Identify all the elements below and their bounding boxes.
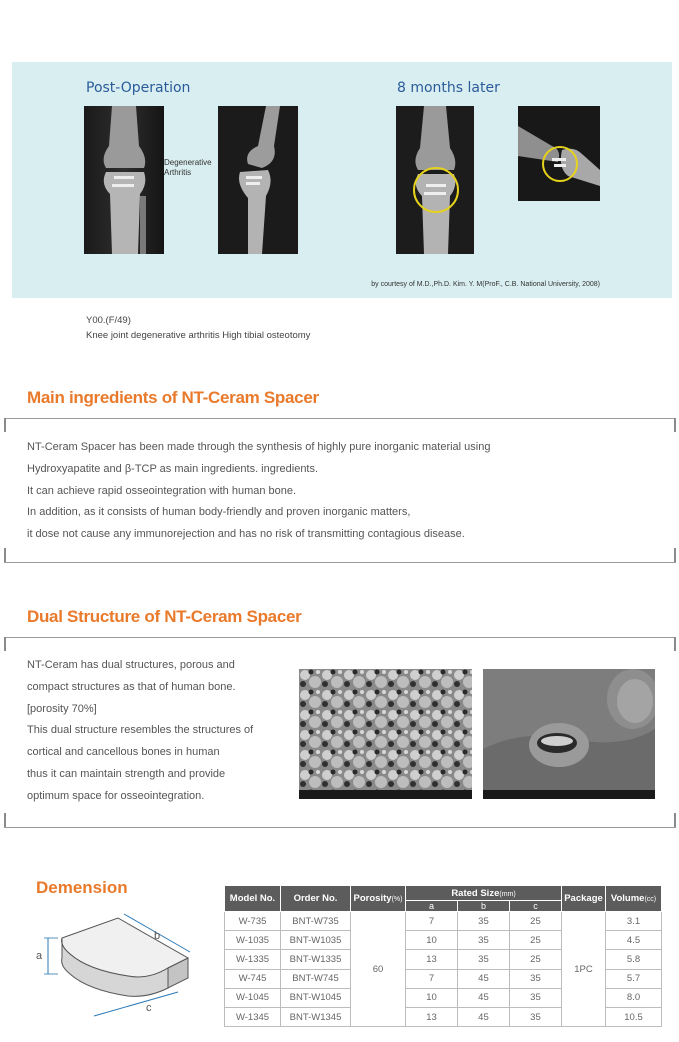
- header-package: Package: [562, 886, 606, 912]
- dual-structure-title: Dual Structure of NT-Ceram Spacer: [27, 607, 302, 626]
- header-b: b: [457, 901, 509, 912]
- sem-info-bar: [483, 790, 655, 799]
- package-value: 1PC: [562, 912, 606, 1027]
- divider: [674, 813, 676, 827]
- table-row: W-1345 BNT-W1345 13 45 35 10.5: [225, 1007, 662, 1026]
- header-a: a: [406, 901, 458, 912]
- header-model: Model No.: [225, 886, 281, 912]
- header-rated-size: Rated Size(mm): [406, 886, 562, 901]
- divider: [4, 637, 6, 651]
- xray-8-months-front-image: [396, 106, 474, 254]
- table-row: W-735 BNT-W735 60 7 35 25 1PC 3.1: [225, 912, 662, 931]
- dimension-label-c: c: [146, 1002, 152, 1014]
- dimension-title: Demension: [36, 878, 128, 897]
- ingredients-top-rule: [4, 418, 676, 419]
- divider: [674, 418, 676, 432]
- porosity-value: 60: [351, 912, 406, 1027]
- dual-top-rule: [4, 637, 676, 638]
- divider: [4, 418, 6, 432]
- divider: [4, 548, 6, 562]
- xray-8-months-side-image: [518, 106, 600, 201]
- patient-id: Y00.(F/49): [86, 315, 131, 326]
- header-order: Order No.: [281, 886, 351, 912]
- divider: [674, 548, 676, 562]
- table-row: W-1035 BNT-W1035 10 35 25 4.5: [225, 931, 662, 950]
- xray-panel: [12, 62, 672, 298]
- spacer-shape-diagram: [28, 912, 218, 1024]
- ingredients-text: NT-Ceram Spacer has been made through the synthesis of highly pure inorganic material using Hydroxyapatite and β-TCP as main ingredients. ingredients. It can achieve rapid osseointegration with human bone. In addition, as it consists of human body-friendly and proven inorganic matters, it dose not cause any immunorejection and has no risk of transmitting contagious disease.: [27, 441, 491, 541]
- header-porosity: Porosity(%): [351, 886, 406, 912]
- dimension-table: [224, 885, 662, 1027]
- xray-post-op-front-image: [84, 106, 164, 254]
- sem-info-bar: [299, 790, 472, 799]
- months-later-label: 8 months later: [397, 80, 500, 96]
- xray-annotation: Degenerative Arthritis: [164, 158, 212, 177]
- dual-bottom-rule: [4, 827, 676, 828]
- ingredients-title: Main ingredients of NT-Ceram Spacer: [27, 388, 319, 407]
- courtesy-note: by courtesy of M.D.,Ph.D. Kim. Y. M(ProF., C.B. National University, 2008): [371, 281, 600, 288]
- patient-info: [86, 313, 310, 343]
- table-row: W-1045 BNT-W1045 10 45 35 8.0: [225, 988, 662, 1007]
- dual-structure-text: NT-Ceram has dual structures, porous and compact structures as that of human bone. [porosity 70%] This dual structure resembles the structures of cortical and cancellous bones in human thus it can maintain strength and provide optimum space for osseointegration.: [27, 659, 254, 802]
- post-operation-label: Post-Operation: [86, 80, 191, 96]
- sem-compact-image: [483, 669, 655, 799]
- dimension-label-a: a: [36, 950, 43, 962]
- header-volume: Volume(cc): [606, 886, 662, 912]
- sem-porous-image: [299, 669, 472, 799]
- patient-description: Knee joint degenerative arthritis High tibial osteotomy: [86, 330, 311, 341]
- table-row: W-1335 BNT-W1335 13 35 25 5.8: [225, 950, 662, 969]
- header-c: c: [509, 901, 561, 912]
- dimension-label-b: b: [154, 930, 161, 942]
- table-row: W-745 BNT-W745 7 45 35 5.7: [225, 969, 662, 988]
- divider: [674, 637, 676, 651]
- xray-post-op-side-image: [218, 106, 298, 254]
- divider: [4, 813, 6, 827]
- ingredients-bottom-rule: [4, 562, 676, 563]
